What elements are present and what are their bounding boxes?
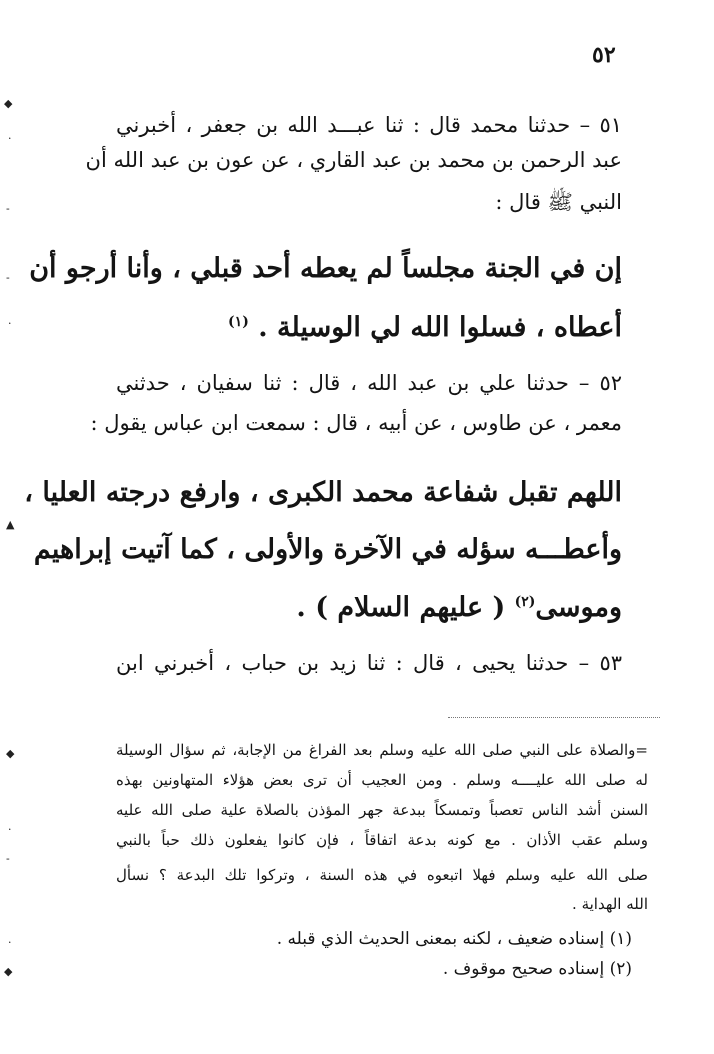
- scan-mark: ▲: [6, 518, 15, 531]
- scan-mark: -: [6, 271, 10, 284]
- footnote-separator: [448, 717, 660, 718]
- footnote-continuation-line-6: الله الهداية .: [572, 895, 648, 913]
- scan-mark: ·: [8, 132, 12, 145]
- scan-mark: ·: [8, 823, 12, 836]
- footnote-2: (٢) إسناده صحيح موقوف .: [442, 959, 632, 979]
- footnote-ref-1: (١): [228, 314, 249, 330]
- scan-mark: -: [6, 202, 10, 215]
- hadith-51-text-line-1: إن في الجنة مجلساً لم يعطه أحد قبلي ، وأنا أرجو أن: [29, 253, 622, 284]
- scan-mark: ◆: [4, 965, 13, 978]
- footnote-1: (١) إسناده ضعيف ، لكنه بمعنى الحديث الذي قبله .: [276, 929, 632, 949]
- hadith-52-text-ending: ( عليهم السلام ) .: [296, 592, 506, 623]
- hadith-51-line-3: النبي ﷺ قال :: [495, 190, 622, 214]
- hadith-52-line-1: ٥٢ – حدثنا علي بن عبد الله ، قال : ثنا سفيان ، حدثني: [116, 371, 622, 395]
- scan-mark: -: [6, 852, 10, 865]
- footnote-continuation-line-3: السنن أشد الناس تعصباً وتمسكاً ببدعة جهر المؤذن بالصلاة علية صلى الله عليه: [116, 801, 648, 819]
- footnote-continuation-line-1: =والصلاة على النبي صلى الله عليه وسلم بعد الفراغ من الإجابة، ثم سؤال الوسيلة: [116, 741, 648, 759]
- hadith-51-line-2: عبد الرحمن بن محمد بن عبد القاري ، عن عون بن عبد الله أن: [85, 148, 622, 172]
- footnote-continuation-line-2: له صلى الله عليــــه وسلم . ومن العجيب أن ترى بعض هؤلاء المتهاونين بهذه: [116, 771, 648, 789]
- footnote-continuation-line-5: صلى الله عليه وسلم فهلا اتبعوه في هذه السنة ، وتركوا تلك البدعة ؟ نسأل: [116, 866, 648, 884]
- hadith-51-text: أعطاه ، فسلوا الله لي الوسيلة .: [258, 312, 622, 343]
- footnote-continuation-line-4: وسلم عقب الأذان . مع كونه بدعة اتفاقاً ، فإن كانوا يفعلون ذلك حباً بالنبي: [116, 831, 648, 849]
- scan-mark: ·: [8, 936, 12, 949]
- hadith-51-line-1: ٥١ – حدثنا محمد قال : ثنا عبـــد الله بن جعفر ، أخبرني: [116, 113, 622, 137]
- hadith-52-text-line-3: [296, 592, 622, 623]
- hadith-53-line-1: ٥٣ – حدثنا يحيى ، قال : ثنا زيد بن حباب ، أخبرني ابن: [116, 651, 622, 675]
- hadith-52-text-moses: وموسى: [535, 592, 622, 623]
- scan-mark: ·: [8, 317, 12, 330]
- hadith-51-text-line-2: [228, 312, 622, 343]
- footnote-ref-2: (٢): [514, 594, 536, 610]
- scan-mark: ◆: [6, 747, 15, 760]
- page-number: ٥٢: [592, 42, 616, 68]
- hadith-52-text-line-1: اللهم تقبل شفاعة محمد الكبرى ، وارفع درجته العليا ،: [24, 477, 622, 508]
- scan-mark: ◆: [4, 97, 13, 110]
- hadith-52-text-line-2: وأعطـــه سؤله في الآخرة والأولى ، كما آتيت إبراهيم: [33, 534, 622, 565]
- hadith-52-line-2: معمر ، عن طاوس ، عن أبيه ، قال : سمعت ابن عباس يقول :: [90, 411, 622, 435]
